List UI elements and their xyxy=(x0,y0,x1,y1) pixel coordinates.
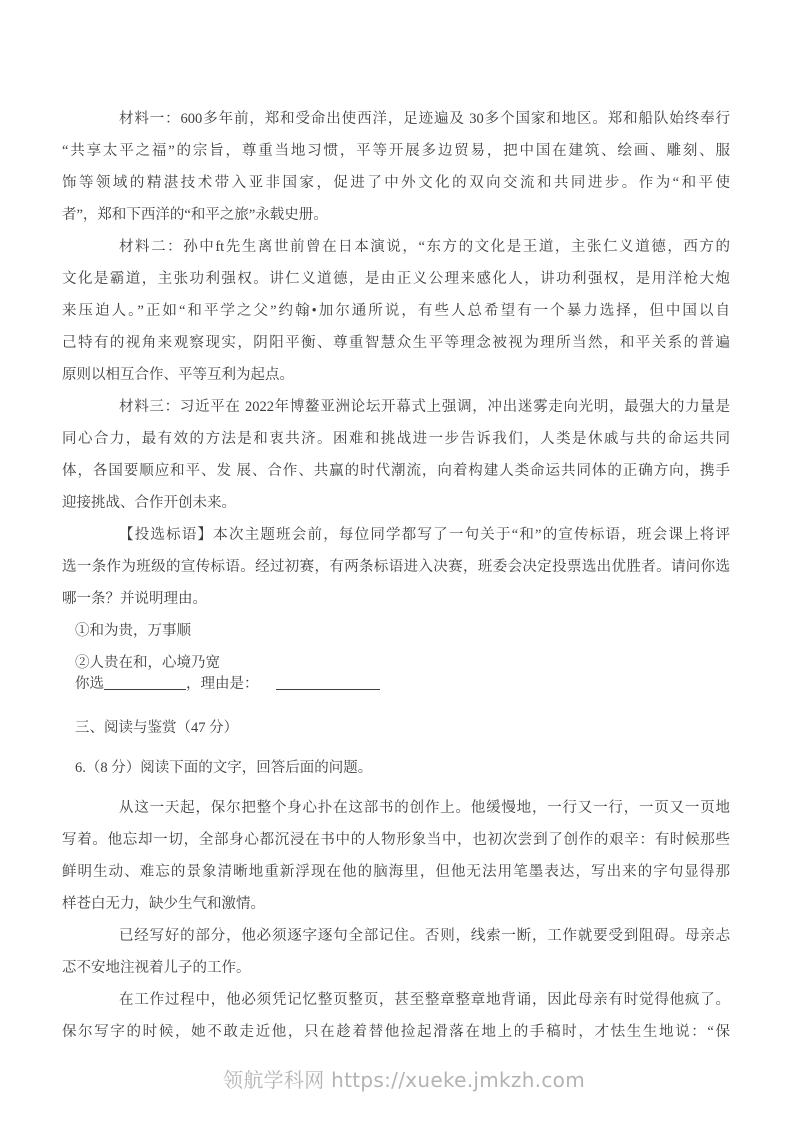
answer-prefix-label: 你选 xyxy=(75,676,104,692)
slogan-option-1: ①和为贵，万事顺 xyxy=(75,623,191,639)
text-line: 饰等领域的精湛技术带入亚非国家，促进了中外文化的双向交流和共同进步。作为“和平使 xyxy=(62,175,730,191)
text-line: 【投选标语】本次主题班会前，每位同学都写了一句关于“和”的宣传标语，班会课上将评 xyxy=(119,527,730,543)
text-line: “共享太平之福”的宗旨，尊重当地习惯，平等开展多边贸易，把中国在建筑、绘画、雕刻、服 xyxy=(62,143,730,159)
text-line: 鲜明生动、难忘的景象清晰地重新浮现在他的脑海里，但他无法用笔墨表达，写出来的字句显得那 xyxy=(62,864,730,880)
passage-paragraph-2 xyxy=(62,920,730,984)
text-line: 材料三：习近平在 2022年博鳌亚洲论坛开幕式上强调，冲出迷雾走向光明，最强大的力量是 xyxy=(119,399,730,415)
watermark-footer: 领航学科网 https://xueke.jmkzh.com xyxy=(223,1068,585,1092)
text-line: 来压迫人。”正如“和平学之父”约翰•加尔通所说，有些人总希望有一个暴力选择，但中国以自 xyxy=(62,303,730,319)
answer-blank-choice xyxy=(104,675,186,690)
slogan-option-2: ②人贵在和，心境乃宽 xyxy=(75,655,220,671)
answer-blank-line xyxy=(62,668,730,700)
text-line: 迎接挑战、合作开创未来。 xyxy=(62,495,236,511)
text-line: 已经写好的部分，他必须逐字逐句全部记住。否则，线索一断，工作就要受到阻碍。母亲忐 xyxy=(119,928,730,944)
material-three-paragraph xyxy=(62,391,730,519)
text-line: 从这一天起，保尔把整个身心扑在这部书的创作上。他缓慢地，一行又一行，一页又一页地 xyxy=(119,800,730,816)
slogan-task-paragraph xyxy=(62,519,730,615)
text-line: 哪一条？并说明理由。 xyxy=(62,591,207,607)
passage-paragraph-1 xyxy=(62,792,730,920)
text-line: 在工作过程中，他必须凭记忆整页整页，甚至整章整章地背诵，因此母亲有时觉得他疯了。 xyxy=(119,992,730,1008)
text-line: 选一条作为班级的宣传标语。经过初赛，有两条标语进入决赛，班委会决定投票选出优胜者。请问你选 xyxy=(62,559,730,575)
text-line: 体，各国要顺应和平、发 展、合作、共赢的时代潮流，向着构建人类命运共同体的正确方向，携手 xyxy=(62,463,730,479)
answer-blank-reason xyxy=(276,675,380,690)
text-line: 同心合力，最有效的方法是和衷共济。困难和挑战进一步告诉我们，人类是休戚与共的命运共同 xyxy=(62,431,730,447)
document-body xyxy=(62,103,730,1048)
answer-middle-label: ，理由是： xyxy=(186,676,259,692)
text-line: 写着。他忘却一切，全部身心都沉浸在书中的人物形象当中，也初次尝到了创作的艰辛：有时候那些 xyxy=(62,832,730,848)
text-line: 原则以相互合作、平等互利为起点。 xyxy=(62,367,294,383)
text-line: 材料一：600多年前，郑和受命出使西洋，足迹遍及 30多个国家和地区。郑和船队始终奉行 xyxy=(119,111,730,127)
text-line: 文化是霸道，主张功利强权。讲仁义道德，是由正义公理来感化人，讲功利强权，是用洋枪大炮 xyxy=(62,271,730,287)
text-line: 样苍白无力，缺少生气和激情。 xyxy=(62,896,265,912)
text-line: 忑不安地注视着儿子的工作。 xyxy=(62,960,251,976)
passage-paragraph-3 xyxy=(62,984,730,1048)
section-three-heading: 三、阅读与鉴赏（47 分） xyxy=(75,720,239,736)
question-six-header: 6.（8 分）阅读下面的文字，回答后面的问题。 xyxy=(75,760,373,776)
text-line: 者”，郑和下西洋的“和平之旅”永载史册。 xyxy=(62,207,328,223)
text-line: 保尔写字的时候，她不敢走近他，只在趁着替他捡起滑落在地上的手稿时，才怯生生地说：“保 xyxy=(62,1024,730,1040)
text-line: 己特有的视角来观察现实，阴阳平衡、尊重智慧众生平等理念被视为理所当然，和平关系的普遍 xyxy=(62,335,730,351)
text-line: 材料二：孙中ft先生离世前曾在日本演说，“东方的文化是王道，主张仁义道德，西方的 xyxy=(119,239,730,255)
material-two-paragraph xyxy=(62,231,730,391)
material-one-paragraph xyxy=(62,103,730,231)
